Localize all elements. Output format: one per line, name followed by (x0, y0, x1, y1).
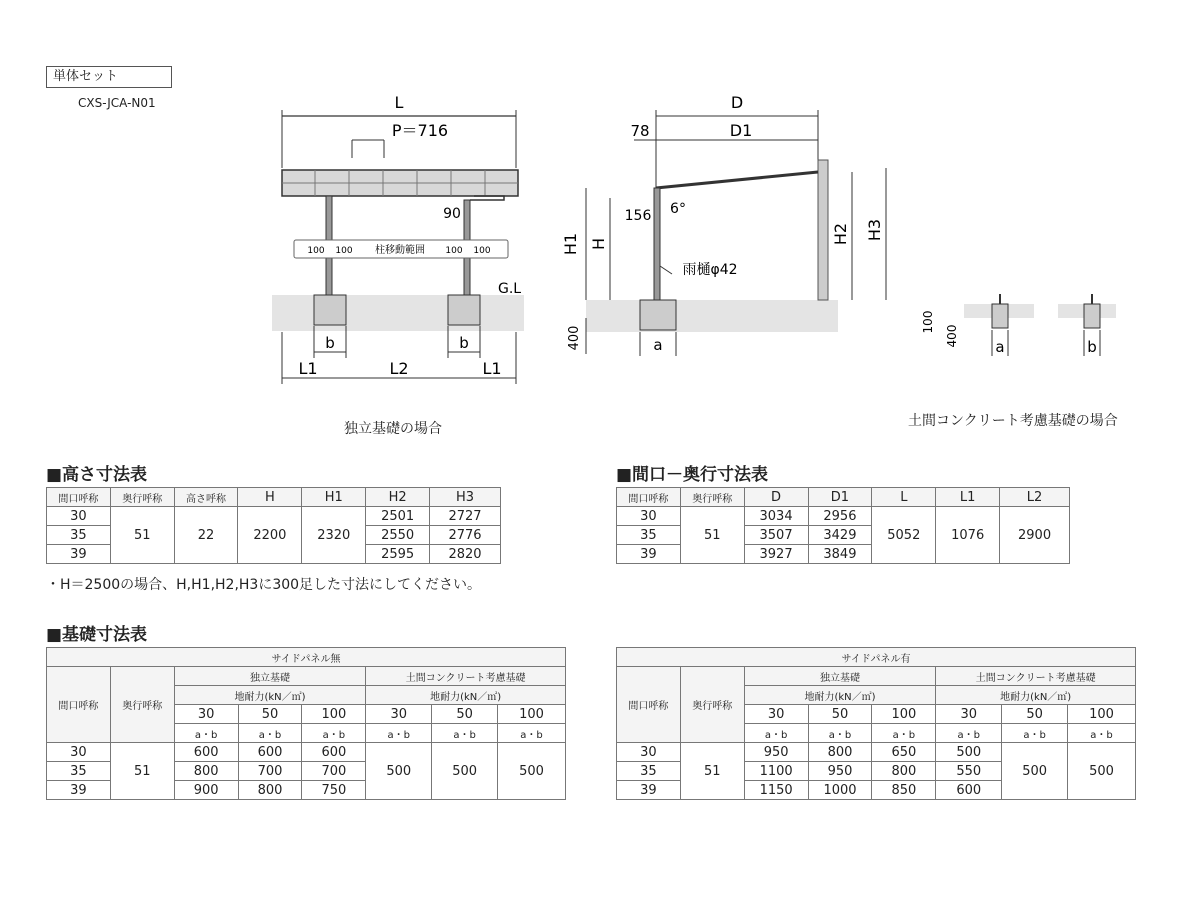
table-row: 30 51 950 800 650 500 500 500 (617, 743, 1136, 762)
foundation-table-left: サイドパネル無 間口呼称 奥行呼称 独立基礎 土間コンクリート考慮基礎 地耐力(kN／㎡) 地耐力(kN／㎡) 30 50 100 30 50 100 a・b a・b a・b a・b a・b a・b 30 51 600 600 600 500 500 500 35 800 700 700 39 900 800 750 (46, 647, 566, 800)
note: ・H＝2500の場合、H,H1,H2,H3に300足した寸法にしてください。 (46, 577, 482, 593)
table-row: 35 1100 950 800 550 (617, 762, 1136, 781)
dim-L1-right: L1 (482, 359, 502, 378)
dim-90: 90 (443, 206, 461, 222)
dim-156: 156 (624, 208, 652, 224)
svg-text:100: 100 (335, 246, 353, 256)
roof-side (656, 172, 818, 188)
dim-H1: H1 (561, 232, 580, 256)
svg-text:400: 400 (945, 324, 959, 348)
front-elevation-diagram (268, 88, 528, 388)
svg-text:100: 100 (921, 310, 935, 334)
table-row: 35 2550 2776 (47, 526, 501, 545)
caption-slab-foundation: 土間コンクリート考慮基礎の場合 (908, 413, 1118, 429)
svg-text:100: 100 (307, 246, 325, 256)
dim-400: 400 (567, 325, 582, 351)
dim-H: H (589, 237, 608, 251)
slab-foundation-detail (912, 290, 1122, 370)
table-row: 35 3507 3429 (617, 526, 1070, 545)
gutter-label: 雨樋φ42 (682, 262, 738, 278)
dim-D: D (730, 93, 744, 112)
wall (818, 160, 828, 300)
dim-P: P＝716 (391, 121, 449, 140)
dim-H3: H3 (865, 218, 884, 242)
foundation-table-title: ■基礎寸法表 (46, 625, 148, 645)
dim-b-detail: b (1087, 338, 1097, 356)
width-table: 間口呼称 奥行呼称 D D1 L L1 L2 30 51 3034 2956 5052 1076 2900 35 3507 3429 39 3927 3849 (616, 487, 1070, 564)
post-side (654, 188, 660, 300)
table-row: 39 2595 2820 (47, 545, 501, 564)
column-range-label: 柱移動範囲 (375, 245, 425, 256)
side-elevation-diagram (556, 88, 896, 368)
table-row: 30 51 22 2200 2320 2501 2727 (47, 507, 501, 526)
dim-L: L (394, 93, 404, 112)
table-row: 39 900 800 750 (47, 781, 566, 800)
table-row: 39 3927 3849 (617, 545, 1070, 564)
dim-a-detail: a (995, 338, 1005, 356)
foundation-left (314, 295, 346, 325)
product-code: CXS-JCA-N01 (78, 96, 156, 110)
dim-a: a (653, 336, 663, 354)
svg-text:100: 100 (445, 246, 463, 256)
table-row: 39 1150 1000 850 600 (617, 781, 1136, 800)
dim-b-left: b (325, 334, 335, 352)
ground-band (272, 295, 524, 331)
width-table-title: ■間口－奥行寸法表 (616, 465, 769, 485)
dim-L1-left: L1 (298, 359, 318, 378)
svg-text:100: 100 (473, 246, 491, 256)
height-table-title: ■高さ寸法表 (46, 465, 148, 485)
foundation-right (448, 295, 480, 325)
table-row: 30 51 3034 2956 5052 1076 2900 (617, 507, 1070, 526)
foundation-side (640, 300, 676, 330)
ground-band-side (586, 300, 838, 332)
dim-H2: H2 (831, 222, 850, 246)
table-row: 30 51 600 600 600 500 500 500 (47, 743, 566, 762)
height-table: 間口呼称 奥行呼称 高さ呼称 H H1 H2 H3 30 51 22 2200 2320 2501 2727 35 2550 2776 39 2595 2820 (46, 487, 501, 564)
foundation-table-right: サイドパネル有 間口呼称 奥行呼称 独立基礎 土間コンクリート考慮基礎 地耐力(kN／㎡) 地耐力(kN／㎡) 30 50 100 30 50 100 a・b a・b a・b a・b a・b a・b 30 51 950 800 650 500 500 500 35 1100 950 800 550 39 1150 1000 850 600 (616, 647, 1136, 800)
table-row: 35 800 700 700 (47, 762, 566, 781)
dim-78: 78 (630, 122, 650, 140)
caption-independent-foundation: 独立基礎の場合 (344, 421, 442, 437)
set-label: 単体セット (46, 66, 172, 88)
angle-label: 6° (670, 201, 686, 217)
dim-D1: D1 (729, 121, 753, 140)
ground-level-label: G.L (498, 281, 522, 297)
dim-L2: L2 (389, 359, 409, 378)
dim-b-right: b (459, 334, 469, 352)
